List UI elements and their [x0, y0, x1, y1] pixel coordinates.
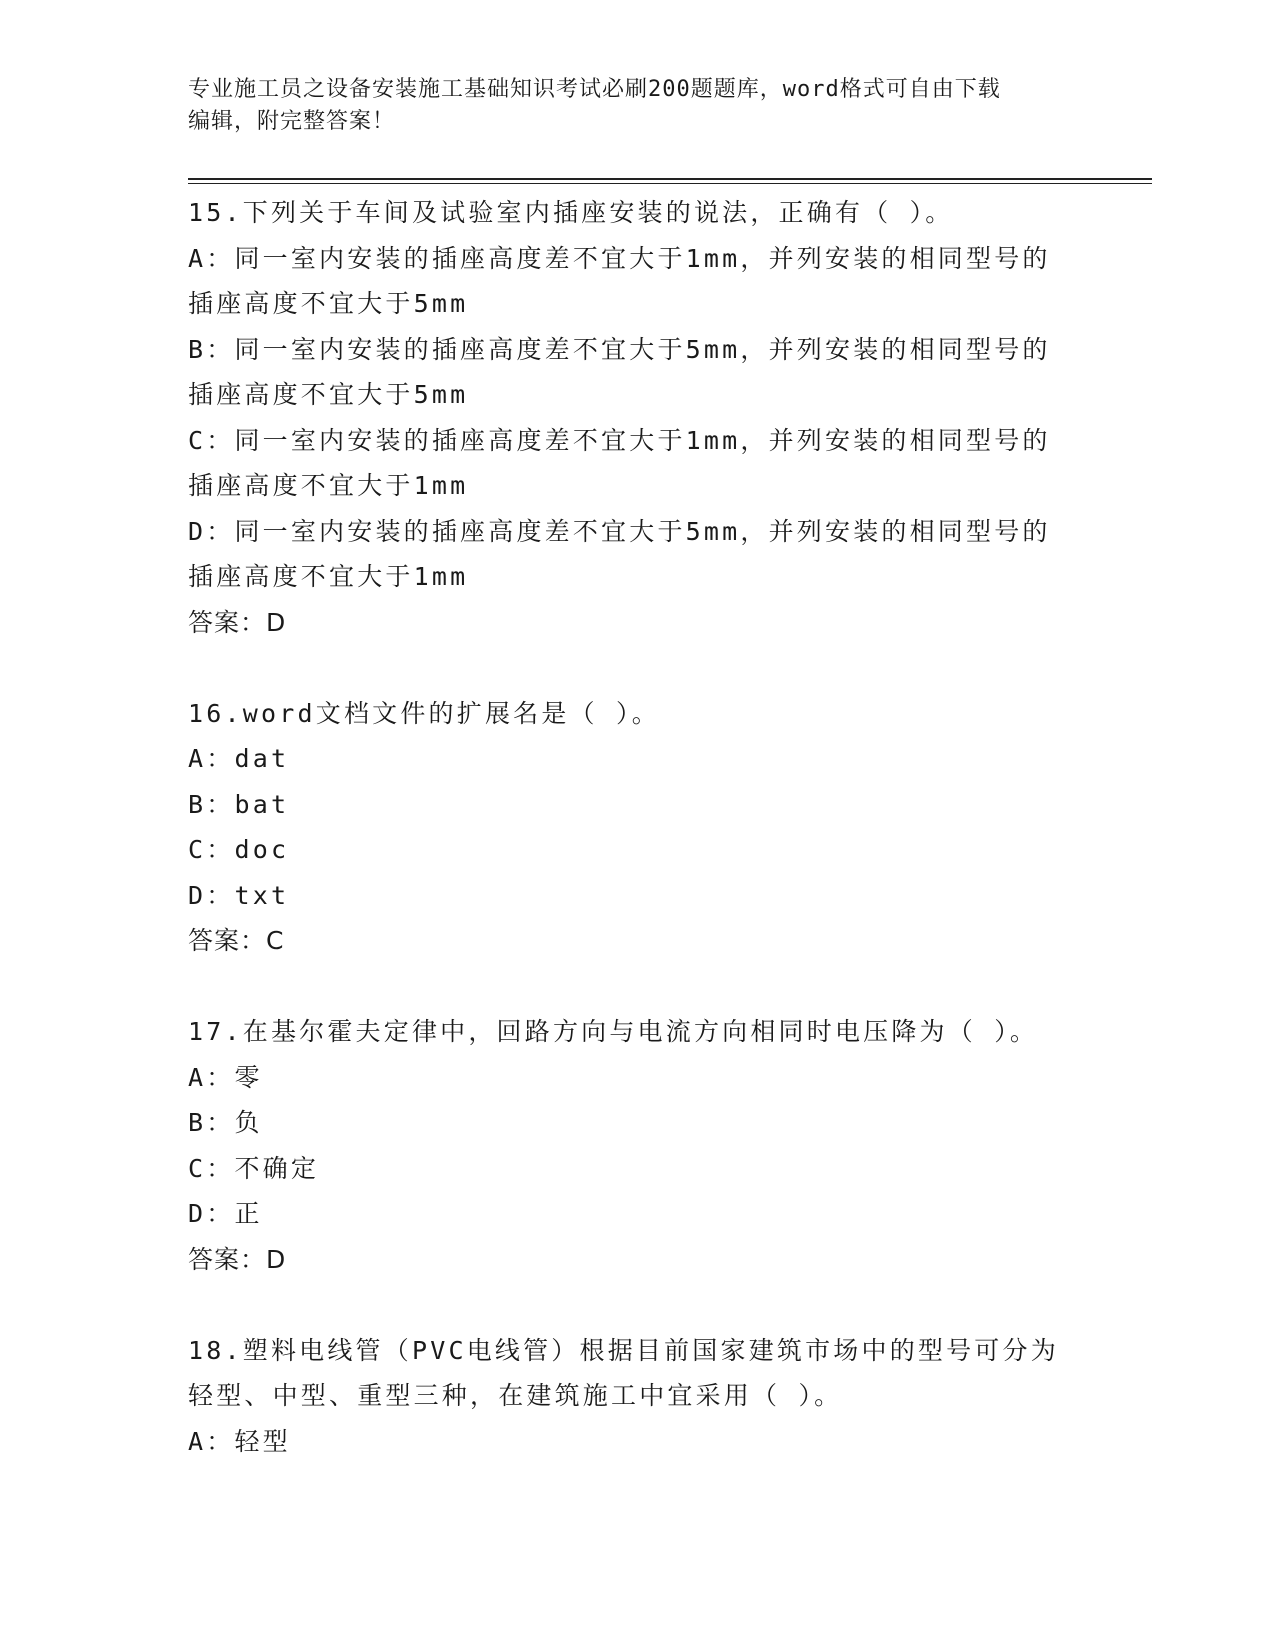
answer-option: A：同一室内安装的插座高度差不宜大于1mm，并列安装的相同型号的: [188, 243, 1051, 273]
question-list: [188, 190, 1088, 1464]
question-stem: 16.word文档文件的扩展名是（ ）。: [188, 698, 660, 728]
answer-option: A：dat: [188, 744, 290, 773]
question-block: [188, 1328, 1088, 1465]
answer-option: C：doc: [188, 835, 290, 864]
answer-option: A：零: [188, 1062, 263, 1092]
question-stem: 17.在基尔霍夫定律中，回路方向与电流方向相同时电压降为（ ）。: [188, 1017, 1039, 1046]
question-block: [188, 190, 1088, 691]
answer-option: C：不确定: [188, 1153, 320, 1183]
question-spacer: [188, 964, 1088, 1010]
document-header: [188, 74, 1068, 138]
answer-option: C：同一室内安装的插座高度差不宜大于1mm，并列安装的相同型号的: [188, 425, 1051, 455]
question-block: [188, 691, 1088, 1010]
answer-option: A：轻型: [188, 1426, 291, 1456]
answer-option: 插座高度不宜大于1mm: [188, 471, 469, 500]
header-rule-thin: [188, 183, 1152, 184]
answer-option: D：正: [188, 1199, 263, 1228]
question-stem: 轻型、中型、重型三种，在建筑施工中宜采用（ ）。: [188, 1381, 843, 1410]
question-spacer: [188, 1282, 1088, 1328]
answer-option: 插座高度不宜大于5mm: [188, 380, 469, 409]
header-title-line-2: 编辑，附完整答案！: [188, 109, 396, 134]
answer-option: D：txt: [188, 880, 290, 910]
answer-key: 答案：C: [188, 926, 285, 955]
answer-option: B：同一室内安装的插座高度差不宜大于5mm，并列安装的相同型号的: [188, 334, 1051, 364]
question-block: [188, 1009, 1088, 1328]
answer-key: 答案：D: [188, 1244, 287, 1274]
answer-option: 插座高度不宜大于1mm: [188, 562, 469, 591]
header-title-line-1: 专业施工员之设备安装施工基础知识考试必刷200题题库，word格式可自由下载: [188, 77, 1001, 102]
answer-key: 答案：D: [188, 607, 287, 637]
answer-option: D：同一室内安装的插座高度差不宜大于5mm，并列安装的相同型号的: [188, 516, 1051, 546]
answer-option: 插座高度不宜大于5mm: [188, 289, 469, 318]
answer-option: B：负: [188, 1108, 263, 1137]
question-stem: 15.下列关于车间及试验室内插座安装的说法，正确有（ ）。: [188, 198, 954, 227]
header-rule-thick: [188, 178, 1152, 180]
question-spacer: [188, 645, 1088, 691]
answer-option: B：bat: [188, 789, 290, 819]
question-stem: 18.塑料电线管（PVC电线管）根据目前国家建筑市场中的型号可分为: [188, 1335, 1059, 1365]
